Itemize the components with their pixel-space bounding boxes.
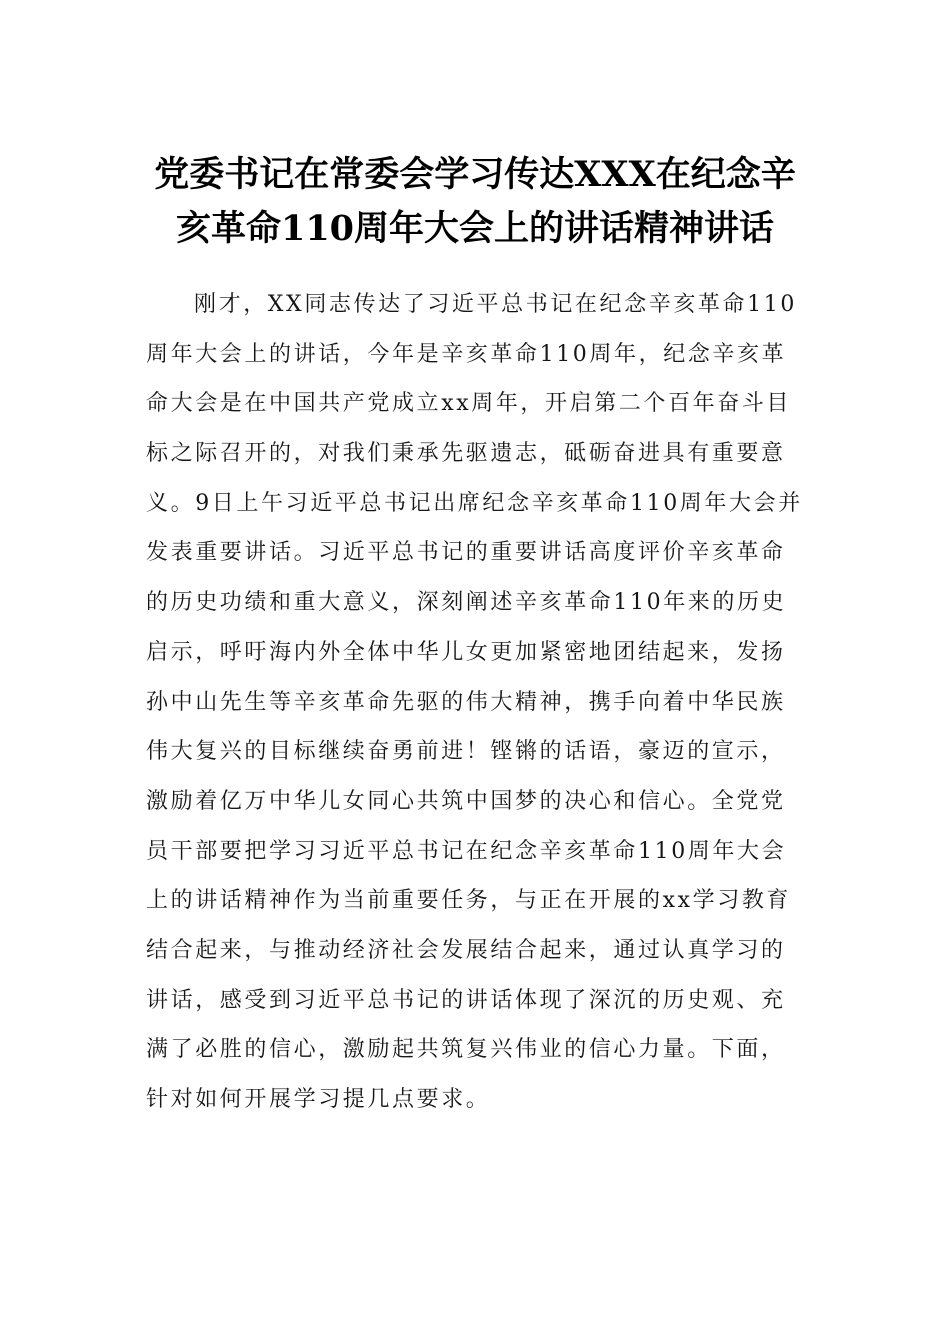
paragraph-line: 标之际召开的，对我们秉承先驱遗志，砥砺奋进具有重要意 (146, 441, 786, 467)
paragraph-line: 发表重要讲话。习近平总书记的重要讲话高度评价辛亥革命 (146, 540, 786, 566)
paragraph-line: 结合起来，与推动经济社会发展结合起来，通过认真学习的 (146, 937, 786, 963)
body-paragraph (146, 280, 806, 1125)
document-title (120, 148, 830, 256)
paragraph-line: 义。9日上午习近平总书记出席纪念辛亥革命110周年大会并 (146, 490, 803, 516)
paragraph-line: 刚才，XX同志传达了习近平总书记在纪念辛亥革命110 (194, 292, 797, 317)
paragraph-line: 员干部要把学习习近平总书记在纪念辛亥革命110周年大会 (146, 838, 787, 864)
paragraph-line: 激励着亿万中华儿女同心共筑中国梦的决心和信心。全党党 (146, 788, 786, 814)
paragraph-line: 孙中山先生等辛亥革命先驱的伟大精神，携手向着中华民族 (146, 689, 786, 715)
paragraph-line: 周年大会上的讲话，今年是辛亥革命110周年，纪念辛亥革 (146, 341, 787, 367)
paragraph-line: 启示，呼吁海内外全体中华儿女更加紧密地团结起来，发扬 (146, 639, 786, 665)
paragraph-line: 满了必胜的信心，激励起共筑复兴伟业的信心力量。下面， (146, 1037, 786, 1063)
paragraph-line: 伟大复兴的目标继续奋勇前进！铿锵的话语，豪迈的宣示， (146, 739, 786, 765)
title-line-2: 亥革命110周年大会上的讲话精神讲话 (175, 208, 775, 249)
paragraph-line: 命大会是在中国共产党成立xx周年，开启第二个百年奋斗目 (146, 391, 792, 417)
paragraph-line: 上的讲话精神作为当前重要任务，与正在开展的xx学习教育 (146, 888, 792, 914)
paragraph-line: 针对如何开展学习提几点要求。 (146, 1087, 491, 1112)
paragraph-line: 的历史功绩和重大意义，深刻阐述辛亥革命110年来的历史 (146, 590, 787, 616)
paragraph-line: 讲话，感受到习近平总书记的讲话体现了深沉的历史观、充 (146, 987, 786, 1013)
title-line-1: 党委书记在常委会学习传达XXX在纪念辛 (154, 154, 796, 195)
